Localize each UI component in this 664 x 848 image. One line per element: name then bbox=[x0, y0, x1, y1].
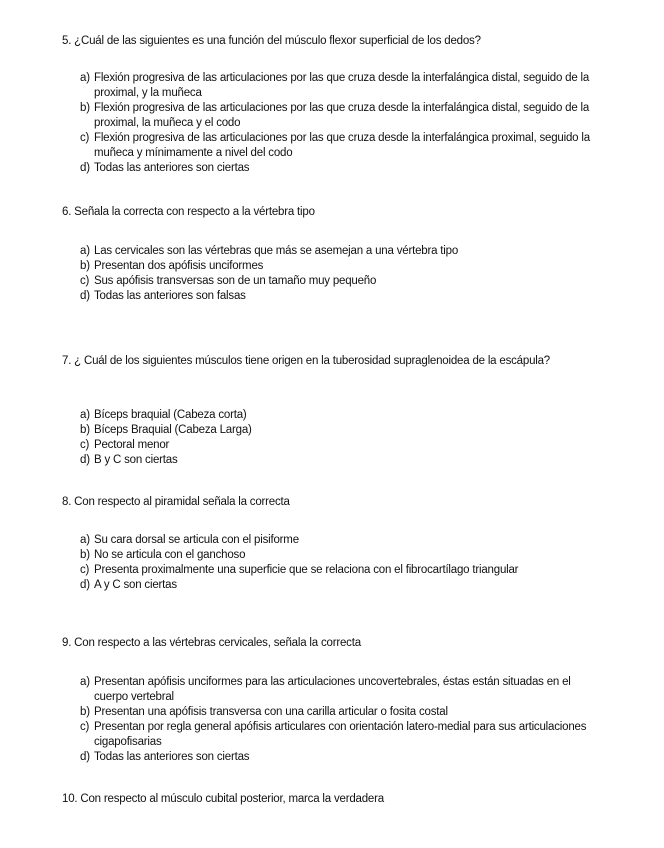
option-a: a) Las cervicales son las vértebras que más se asemejan a una vértebra tipo bbox=[80, 245, 459, 257]
question-text: 10. Con respecto al músculo cubital posterior, marca la verdadera bbox=[62, 793, 384, 805]
option-a: a) Bíceps braquial (Cabeza corta) bbox=[80, 409, 247, 421]
question-text: 6. Señala la correcta con respecto a la vértebra tipo bbox=[62, 206, 315, 218]
option-c: c) Pectoral menor bbox=[80, 439, 170, 451]
question-text: 8. Con respecto al piramidal señala la correcta bbox=[62, 496, 290, 508]
question-7 bbox=[62, 354, 602, 369]
option-b: b) Presentan una apófisis transversa con una carilla articular o fosita costal bbox=[80, 706, 448, 718]
question-9 bbox=[62, 636, 602, 651]
question-6 bbox=[62, 205, 602, 220]
option-a: a) Su cara dorsal se articula con el pisiforme bbox=[80, 534, 299, 546]
option-c: c) Flexión progresiva de las articulaciones por las que cruza desde la interfalángica proximal, seguido la muñeca y mínimamente a nivel del codo bbox=[80, 132, 590, 159]
question-8 bbox=[62, 495, 602, 510]
option-d: d) Todas las anteriores son ciertas bbox=[80, 751, 250, 763]
option-c: c) Presentan por regla general apófisis articulares con orientación latero-medial para sus articulaciones cigapofisarias bbox=[80, 721, 587, 748]
question-6-options bbox=[80, 244, 592, 304]
option-d: d) B y C son ciertas bbox=[80, 454, 178, 466]
question-8-options bbox=[80, 533, 592, 593]
option-a: a) Presentan apófisis unciformes para las articulaciones uncovertebrales, éstas están situadas en el cuerpo vertebral bbox=[80, 676, 571, 703]
question-10 bbox=[62, 792, 602, 807]
question-5-options bbox=[80, 71, 592, 176]
question-7-options bbox=[80, 408, 592, 468]
option-b: b) Bíceps Braquial (Cabeza Larga) bbox=[80, 424, 252, 436]
option-d: d) Todas las anteriores son ciertas bbox=[80, 162, 250, 174]
option-c: c) Sus apófisis transversas son de un tamaño muy pequeño bbox=[80, 275, 377, 287]
option-b: b) No se articula con el ganchoso bbox=[80, 549, 246, 561]
question-9-options bbox=[80, 675, 592, 765]
option-b: b) Presentan dos apófisis unciformes bbox=[80, 260, 264, 272]
option-b: b) Flexión progresiva de las articulaciones por las que cruza desde la interfalángica distal, seguido de la proximal, la muñeca y el codo bbox=[80, 102, 590, 129]
option-a: a) Flexión progresiva de las articulaciones por las que cruza desde la interfalángica distal, seguido de la proximal, y la muñeca bbox=[80, 72, 590, 99]
option-d: d) A y C son ciertas bbox=[80, 579, 177, 591]
question-5 bbox=[62, 34, 602, 49]
question-text: 5. ¿Cuál de las siguientes es una función del músculo flexor superficial de los dedos? bbox=[62, 35, 481, 47]
question-text: 9. Con respecto a las vértebras cervicales, señala la correcta bbox=[62, 637, 361, 649]
question-text: 7. ¿ Cuál de los siguientes músculos tiene origen en la tuberosidad supraglenoidea de la escápula? bbox=[62, 355, 551, 367]
option-c: c) Presenta proximalmente una superficie que se relaciona con el fibrocartílago triangular bbox=[80, 564, 519, 576]
option-d: d) Todas las anteriores son falsas bbox=[80, 290, 246, 302]
